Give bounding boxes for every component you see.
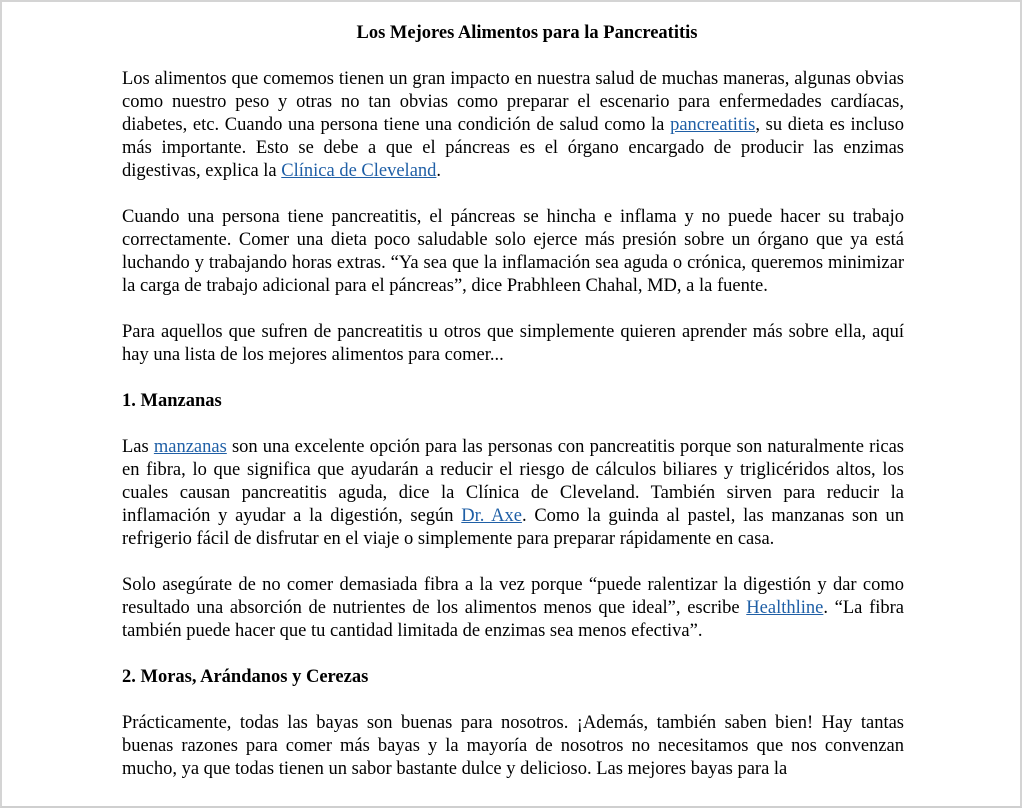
section-heading-manzanas: 1. Manzanas (122, 391, 222, 411)
paragraph-3: Para aquellos que sufren de pancreatitis u otros que simplemente quieren aprender más sobre ella, aquí hay una lista de los mejores alimentos para comer... (122, 322, 904, 365)
cleveland-clinic-link[interactable]: Clínica de Cleveland (281, 161, 437, 181)
document-body (122, 22, 904, 781)
healthline-link[interactable]: Healthline (746, 598, 824, 618)
pancreatitis-link[interactable]: pancreatitis (670, 115, 756, 135)
section-heading-bayas: 2. Moras, Arándanos y Cerezas (122, 667, 369, 687)
bayas-paragraph-1: Prácticamente, todas las bayas son buenas para nosotros. ¡Además, también saben bien! Hay tantas buenas razones para comer más bayas y la mayoría de nosotros no necesitamos que nos convenzan mucho, ya que todas tienen un sabor bastante dulce y delicioso. Las mejores bayas para la (122, 713, 904, 779)
manzanas-paragraph-1: Las manzanas son una excelente opción para las personas con pancreatitis porque son naturalmente ricas en fibra, lo que significa que ayudarán a reducir el riesgo de cálculos biliares y triglicéridos altos, los cuales causan pancreatitis aguda, dice la Clínica de Cleveland. También sirven para reducir la inflamación y ayudar a la digestión, según Dr. Axe. Como la guinda al pastel, las manzanas son un refrigerio fácil de disfrutar en el viaje o simplemente para preparar rápidamente en casa. (122, 437, 905, 549)
intro-paragraph: Los alimentos que comemos tienen un gran impacto en nuestra salud de muchas maneras, algunas obvias como nuestro peso y otras no tan obvias como preparar el escenario para enfermedades cardíacas, diabetes, etc. Cuando una persona tiene una condición de salud como la pancreatitis, su dieta es incluso más importante. Esto se debe a que el páncreas es el órgano encargado de producir las enzimas digestivas, explica la Clínica de Cleveland. (122, 69, 904, 181)
manzanas-paragraph-2: Solo asegúrate de no comer demasiada fibra a la vez porque “puede ralentizar la digestión y dar como resultado una absorción de nutrientes de los alimentos menos que ideal”, escribe Healthline. “La fibra también puede hacer que tu cantidad limitada de enzimas sea menos efectiva”. (122, 575, 904, 641)
paragraph-2: Cuando una persona tiene pancreatitis, el páncreas se hincha e inflama y no puede hacer su trabajo correctamente. Comer una dieta poco saludable solo ejerce más presión sobre un órgano que ya está luchando y trabajando horas extras. “Ya sea que la inflamación sea aguda o crónica, queremos minimizar la carga de trabajo adicional para el páncreas”, dice Prabhleen Chahal, MD, a la fuente. (122, 207, 904, 296)
manzanas-link[interactable]: manzanas (153, 437, 227, 457)
dr-axe-link[interactable]: Dr. Axe (461, 506, 522, 526)
document-title: Los Mejores Alimentos para la Pancreatitis (356, 23, 698, 43)
